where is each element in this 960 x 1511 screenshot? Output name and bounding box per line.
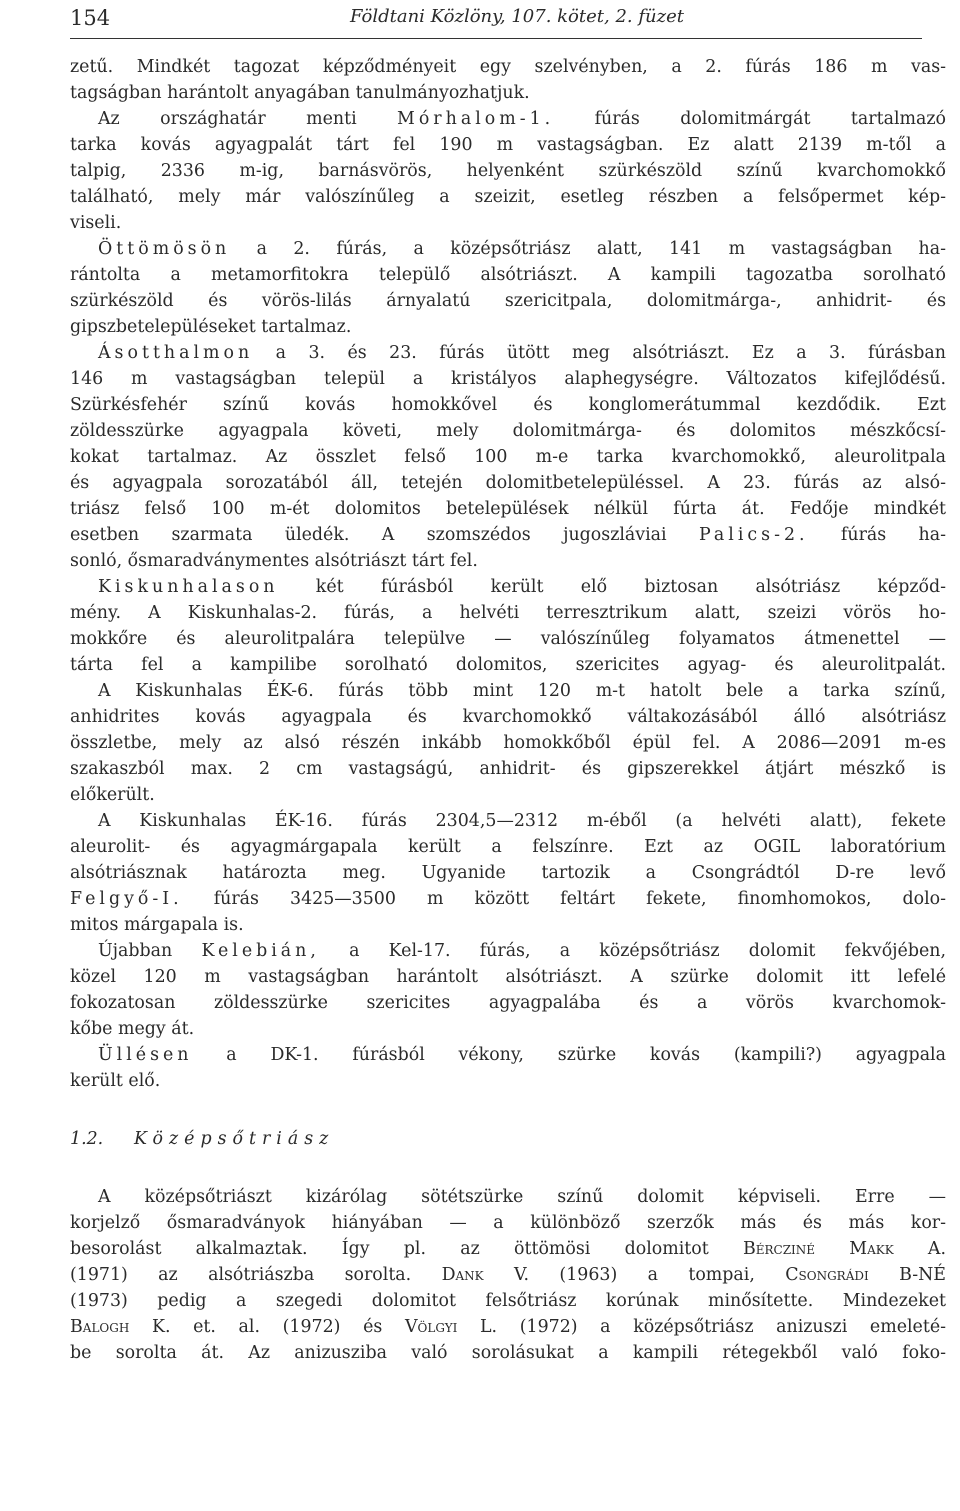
page-number: 154 [70,6,111,30]
running-head: Földtani Közlöny, 107. kötet, 2. füzet [350,6,684,27]
text-line [70,1016,946,1042]
text-line [70,236,946,262]
text-segment: triász felső 100 m-ét dolomitos betelepülések nélkül fúrta át. Fedője mindkét [70,499,946,519]
text-line [70,1042,946,1068]
text-line [70,626,946,652]
text-line [70,418,946,444]
text-segment: rántolta a metamorfitokra települő alsótriászt. A kampili tagozatba sorolható [70,265,946,285]
text-line [70,1210,946,1236]
text-segment: került elő. [70,1071,161,1091]
text-line [70,886,946,912]
text-line [70,314,946,340]
text-segment: tarka kovás agyagpalát tárt fel 190 m vastagságban. Ez alatt 2139 m-től a [70,135,946,155]
text-line [70,964,946,990]
text-line [70,912,946,938]
text-line [70,496,946,522]
text-segment: zetű. Mindkét tagozat képződményeit egy szelvényben, a 2. fúrás 186 m vas- [70,57,946,77]
author-name: Völgyi [404,1317,458,1337]
text-line [70,1068,946,1094]
spaced-place-name: Palics-2. [699,525,809,545]
spaced-place-name: Kiskunhalason [98,577,279,597]
text-line [70,704,946,730]
section-number: 1.2. [70,1129,104,1149]
text-segment: mény. A Kiskunhalas-2. fúrás, a helvéti terresztrikum alatt, szeizi vörös ho- [70,603,946,623]
text-line [70,470,946,496]
text-line [70,262,946,288]
text-line [70,1262,946,1288]
text-segment: A. [893,1239,947,1259]
spaced-place-name: Üllésen [98,1045,193,1065]
spaced-place-name: Felgyő-I. [70,889,183,909]
text-segment: Újabban [98,941,202,961]
text-segment: kőbe megy át. [70,1019,195,1039]
text-line [70,548,946,574]
text-line [70,522,946,548]
text-segment: fúrás ha- [808,525,947,545]
text-segment: anhidrites kovás agyagpala és kvarchomokkő váltakozásából álló alsótriász [70,707,946,727]
text-line [70,106,946,132]
text-segment: a Kel-17. fúrás, a középsőtriász dolomit fekvőjében, [319,941,946,961]
text-line [70,132,946,158]
text-segment: tagságban harántolt anyagában tanulmányozhatjuk. [70,83,530,103]
text-line [70,834,946,860]
text-segment: gipszbetelepüléseket tartalmaz. [70,317,352,337]
author-name: Dank [441,1265,484,1285]
text-segment: két fúrásból került elő biztosan alsótriász képződ- [278,577,946,597]
text-line [70,1314,946,1340]
text-segment: a DK-1. fúrásból vékony, szürke kovás (kampili?) agyagpala [192,1045,946,1065]
text-segment: (1973) pedig a szegedi dolomitot felsőtriász korúnak minősítette. Mindezeket [70,1291,946,1311]
spaced-place-name: Ásotthalmon [98,343,254,363]
text-line [70,600,946,626]
text-line [70,730,946,756]
text-segment: mitos márgapala is. [70,915,244,935]
spaced-place-name: Öttömösön [98,239,231,259]
text-line [70,990,946,1016]
text-segment: mokkőre és aleurolitpalára települve — valószínűleg folyamatos átmenettel — [70,629,946,649]
section-title: Középsőtriász [134,1129,335,1149]
text-line [70,756,946,782]
text-segment: kokat tartalmaz. Az összlet felső 100 m-e tarka kvarchomokkő, aleurolitpala [70,447,946,467]
text-segment: L. (1972) a középsőtriász anizuszi emeleté- [457,1317,946,1337]
text-segment: fokozatosan zöldesszürke szericites agyagpalába és a vörös kvarchomok- [70,993,946,1013]
text-line [70,444,946,470]
text-segment: A Kiskunhalas ÉK-6. fúrás több mint 120 m-t hatolt bele a tarka színű, [98,681,946,701]
text-line [70,782,946,808]
text-segment: fúrás 3425—3500 m között feltárt fekete, finomhomokos, dolo- [182,889,946,909]
text-line [70,1236,946,1262]
text-segment: aleurolit- és agyagmárgapala került a felszínre. Ezt az OGIL laboratórium [70,837,946,857]
text-line [70,158,946,184]
text-segment: Szürkésfehér színű kovás homokkővel és konglomerátummal kezdődik. Ezt [70,395,946,415]
text-segment: besorolást alkalmaztak. Így pl. az öttömösi dolomitot [70,1239,743,1259]
text-line [70,574,946,600]
text-line [70,1340,946,1366]
text-segment: található, mely már valószínűleg a szeizit, esetleg részben a felsőpermet kép- [70,187,946,207]
text-segment: szürkészöld és vörös-lilás árnyalatú szericitpala, dolomitmárga-, anhidrit- és [70,291,946,311]
text-line [70,184,946,210]
author-name: Bércziné Makk [742,1239,894,1259]
text-segment: 146 m vastagságban települ a kristályos alaphegységre. Változatos kifejlődésű. [70,369,946,389]
text-line [70,210,946,236]
text-line [70,678,946,704]
text-line [70,54,946,80]
section-spacer [70,1094,946,1124]
text-line [70,938,946,964]
spaced-place-name: Mórhalom-1. [397,109,555,129]
text-segment: be sorolta át. Az anizusziba való sorolásukat a kampili rétegekből való foko- [70,1343,946,1363]
text-line [70,80,946,106]
text-segment: előkerült. [70,785,155,805]
text-segment: sonló, ősmaradványmentes alsótriászt tárt fel. [70,551,478,571]
text-segment: esetben szarmata üledék. A szomszédos jugoszláviai [70,525,699,545]
text-segment: fúrás dolomitmárgát tartalmazó [554,109,947,129]
spaced-place-name: Kelebián, [201,941,320,961]
text-segment: a 3. és 23. fúrás ütött meg alsótriászt. Ez a 3. fúrásban [253,343,946,363]
text-segment: A középsőtriászt kizárólag sötétszürke színű dolomit képviseli. Erre — [98,1187,946,1207]
author-name: Csongrádi [785,1265,869,1285]
section-heading [70,1124,946,1154]
text-segment: A Kiskunhalas ÉK-16. fúrás 2304,5—2312 m-éből (a helvéti alatt), fekete [98,811,946,831]
text-line [70,808,946,834]
text-segment: összletbe, mely az alsó részén inkább homokkőből épül fel. A 2086—2091 m-es [70,733,946,753]
text-segment: korjelző ősmaradványok hiányában — a különböző szerzők más és más kor- [70,1213,946,1233]
author-name: Balogh [70,1317,130,1337]
text-segment: a 2. fúrás, a középsőtriász alatt, 141 m vastagságban ha- [230,239,946,259]
text-segment: szakaszból max. 2 cm vastagságú, anhidrit- és gipszerekkel átjárt mészkő is [70,759,946,779]
text-segment: viseli. [70,213,122,233]
page-header [70,0,922,39]
text-line [70,652,946,678]
text-line [70,366,946,392]
text-line [70,1288,946,1314]
text-segment: alsótriásznak határozta meg. Ugyanide tartozik a Csongrádtól D-re levő [70,863,946,883]
text-segment: K. et. al. (1972) és [129,1317,405,1337]
text-segment: Az országhatár menti [98,109,398,129]
text-line [70,392,946,418]
text-line [70,288,946,314]
text-segment: zöldesszürke agyagpala követi, mely dolomitmárga- és dolomitos mészkőcsí- [70,421,946,441]
section-spacer [70,1154,946,1184]
text-segment: közel 120 m vastagságban harántolt alsótriászt. A szürke dolomit itt lefelé [70,967,946,987]
text-line [70,340,946,366]
text-segment: V. (1963) a tompai, [483,1265,786,1285]
text-line [70,860,946,886]
text-segment: talpig, 2336 m-ig, barnásvörös, helyenként szürkészöld színű kvarchomokkő [70,161,946,181]
text-segment: tárta fel a kampilibe sorolható dolomitos, szericites agyag- és aleurolitpalát. [70,655,946,675]
text-line [70,1184,946,1210]
text-segment: és agyagpala sorozatából áll, tetején dolomitbetelepüléssel. A 23. fúrás az alsó- [70,473,946,493]
text-segment: (1971) az alsótriászba sorolta. [70,1265,442,1285]
text-segment: B-NÉ [868,1265,946,1285]
body-text [70,54,946,1366]
